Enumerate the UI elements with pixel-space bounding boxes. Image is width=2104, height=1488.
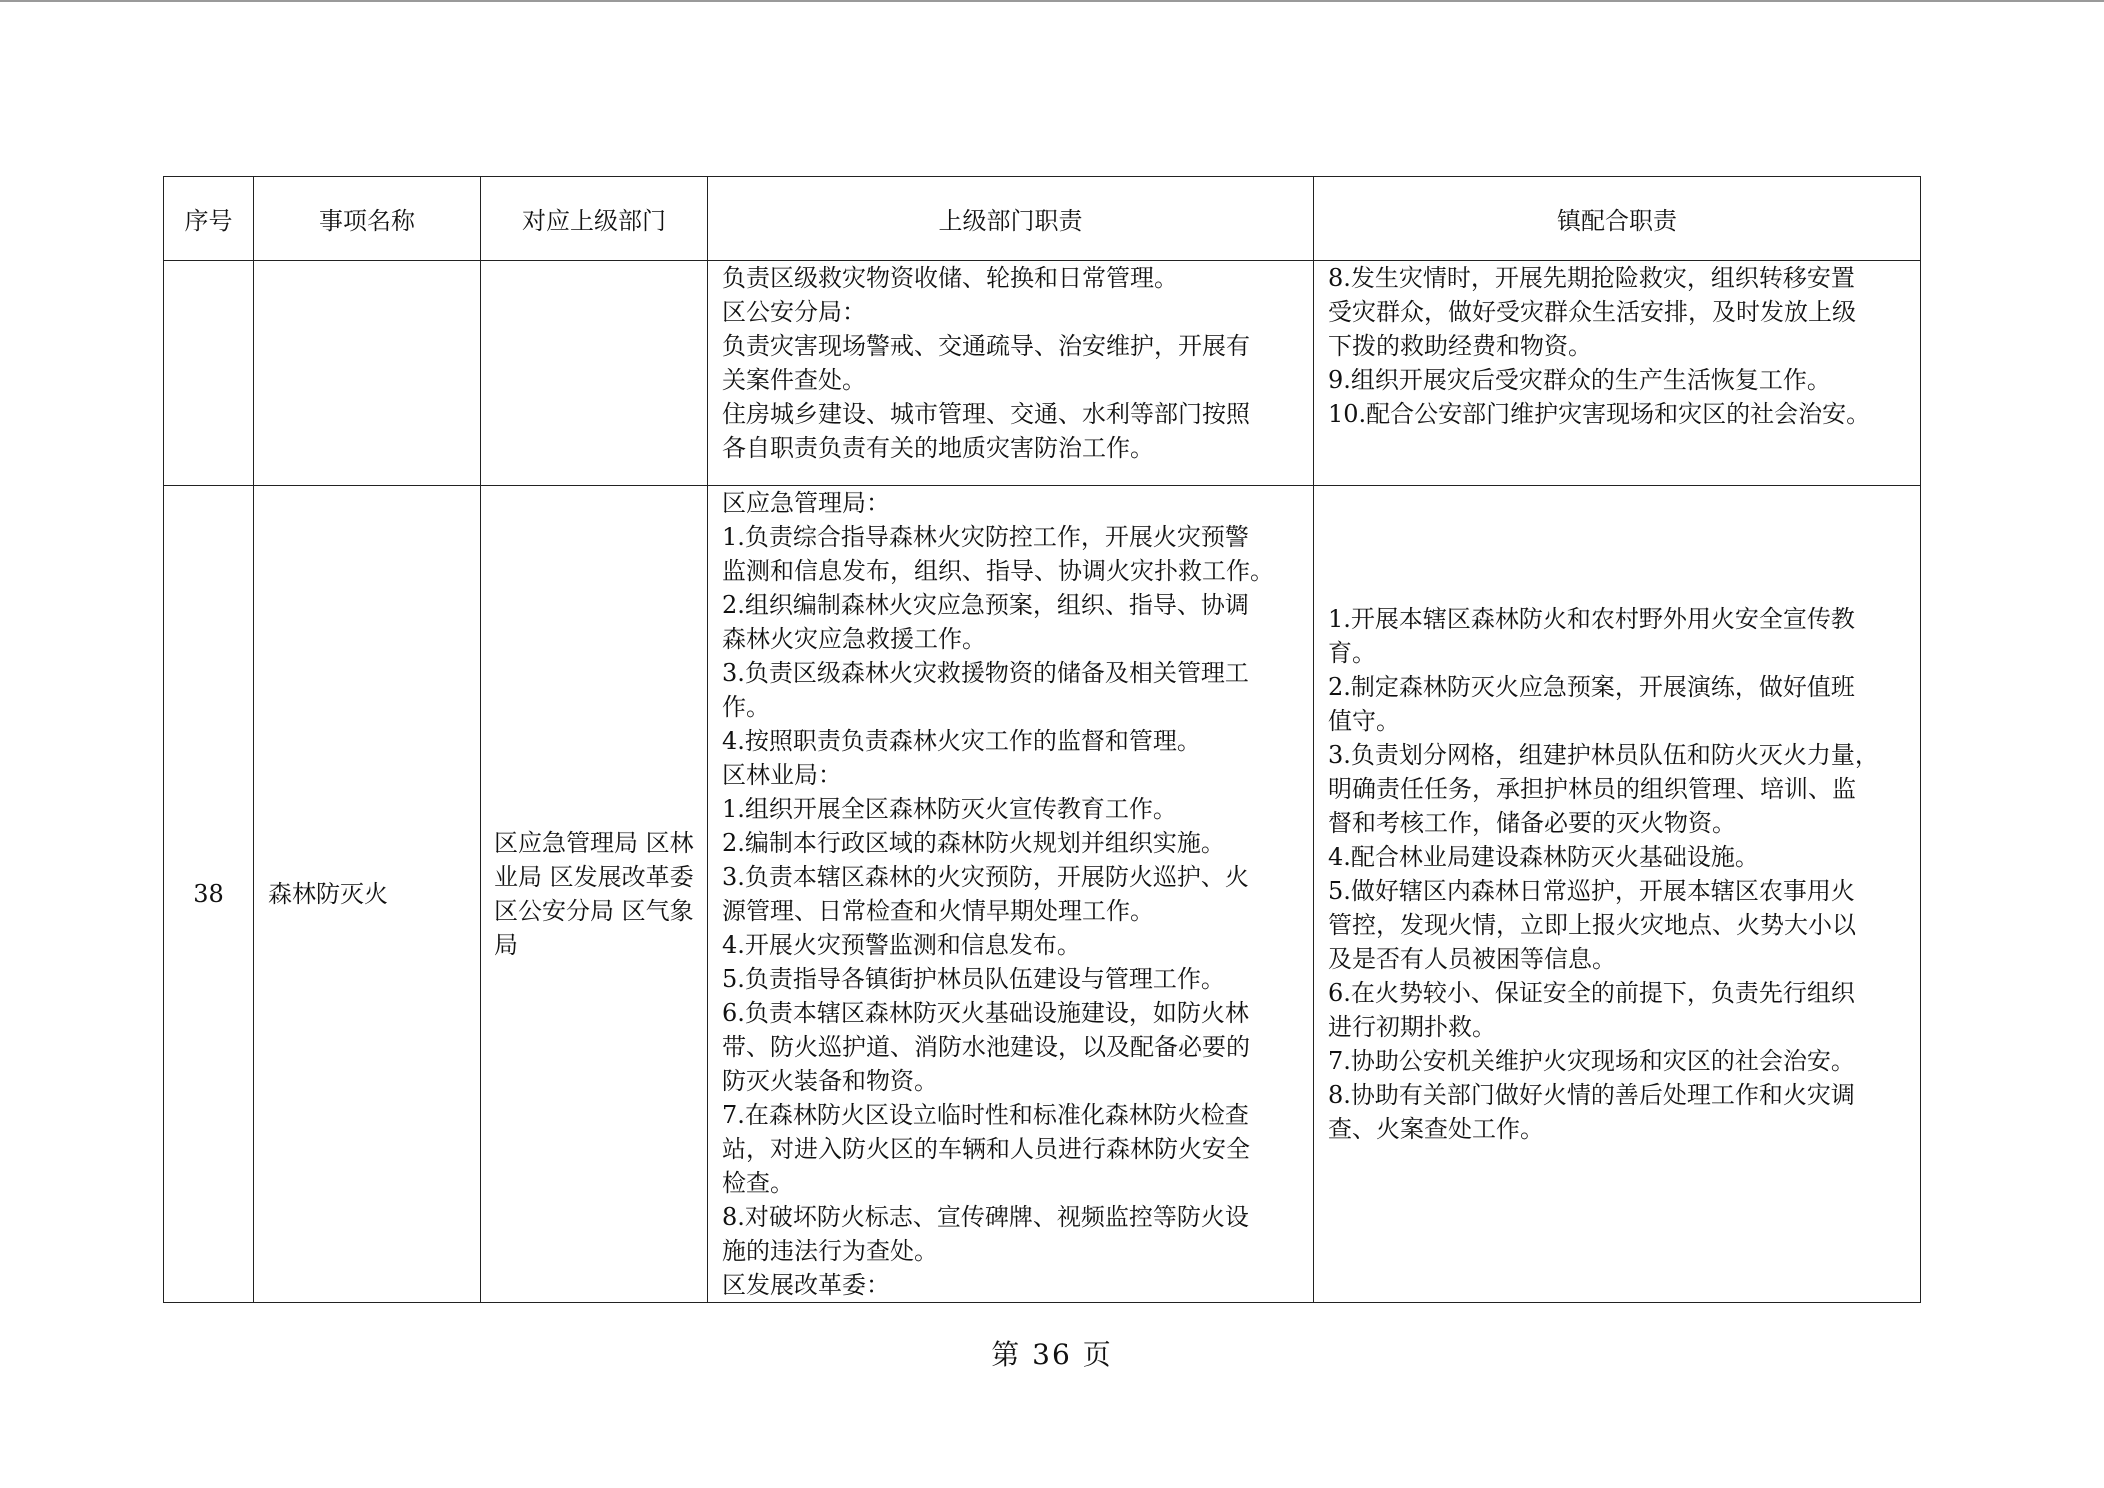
duty-line: 作。 xyxy=(722,693,770,721)
duty-line: 1.开展本辖区森林防火和农村野外用火安全宣传教 xyxy=(1328,605,1855,633)
table-row-continued xyxy=(164,261,1921,486)
duty-line: 及是否有人员被困等信息。 xyxy=(1328,945,1616,973)
header-upper-department: 对应上级部门 xyxy=(481,177,708,261)
duty-line: 监测和信息发布，组织、指导、协调火灾扑救工作。 xyxy=(722,557,1274,585)
cell-town-duties xyxy=(1314,486,1921,1303)
duty-line: 负责区级救灾物资收储、轮换和日常管理。 xyxy=(722,264,1178,292)
duty-line: 进行初期扑救。 xyxy=(1328,1013,1496,1041)
duty-line: 区应急管理局： xyxy=(722,489,890,517)
duty-line: 6.在火势较小、保证安全的前提下，负责先行组织 xyxy=(1328,979,1855,1007)
duty-line: 值守。 xyxy=(1328,707,1400,735)
duty-line: 5.负责指导各镇街护林员队伍建设与管理工作。 xyxy=(722,965,1225,993)
duty-line: 7.协助公安机关维护火灾现场和灾区的社会治安。 xyxy=(1328,1047,1855,1075)
header-row xyxy=(164,177,1921,261)
duty-line: 区林业局： xyxy=(722,761,842,789)
duty-line: 明确责任任务，承担护林员的组织管理、培训、监 xyxy=(1328,775,1856,803)
duty-line: 施的违法行为查处。 xyxy=(722,1237,938,1265)
duty-line: 督和考核工作，储备必要的灭火物资。 xyxy=(1328,809,1736,837)
duty-line: 1.组织开展全区森林防灭火宣传教育工作。 xyxy=(722,795,1177,823)
cell-index xyxy=(164,261,254,486)
duty-line: 2.编制本行政区域的森林防火规划并组织实施。 xyxy=(722,829,1225,857)
duty-line: 下拨的救助经费和物资。 xyxy=(1328,332,1592,360)
header-index: 序号 xyxy=(164,177,254,261)
duty-line: 区公安分局： xyxy=(722,298,866,326)
duty-line: 住房城乡建设、城市管理、交通、水利等部门按照 xyxy=(722,400,1250,428)
page-top-border xyxy=(0,0,2104,2)
cell-upper-duties xyxy=(708,261,1314,486)
duty-line: 关案件查处。 xyxy=(722,366,866,394)
cell-town-duties xyxy=(1314,261,1921,486)
duty-line: 4.按照职责负责森林火灾工作的监督和管理。 xyxy=(722,727,1201,755)
header-upper-duties: 上级部门职责 xyxy=(708,177,1314,261)
duty-line: 6.负责本辖区森林防灭火基础设施建设，如防火林 xyxy=(722,999,1249,1027)
duty-line: 受灾群众，做好受灾群众生活安排，及时发放上级 xyxy=(1328,298,1856,326)
duty-line: 防灭火装备和物资。 xyxy=(722,1067,938,1095)
duty-line: 森林火灾应急救援工作。 xyxy=(722,625,986,653)
duty-line: 2.制定森林防灭火应急预案，开展演练，做好值班 xyxy=(1328,673,1855,701)
duty-line: 检查。 xyxy=(722,1169,794,1197)
duty-line: 8.协助有关部门做好火情的善后处理工作和火灾调 xyxy=(1328,1081,1855,1109)
duty-line: 2.组织编制森林火灾应急预案，组织、指导、协调 xyxy=(722,591,1249,619)
duty-line: 育。 xyxy=(1328,639,1376,667)
cell-index: 38 xyxy=(164,486,254,1303)
cell-item-name: 森林防灭火 xyxy=(254,486,481,1303)
duty-line: 各自职责负责有关的地质灾害防治工作。 xyxy=(722,434,1154,462)
duty-line: 7.在森林防火区设立临时性和标准化森林防火检查 xyxy=(722,1101,1249,1129)
cell-item-name xyxy=(254,261,481,486)
duty-line: 区发展改革委： xyxy=(722,1271,890,1299)
duty-line: 站，对进入防火区的车辆和人员进行森林防火安全 xyxy=(722,1135,1250,1163)
page-number: 第 36 页 xyxy=(991,1338,1113,1371)
duty-line: 8.发生灾情时，开展先期抢险救灾，组织转移安置 xyxy=(1328,264,1855,292)
duty-line: 9.组织开展灾后受灾群众的生产生活恢复工作。 xyxy=(1328,366,1831,394)
cell-departments xyxy=(481,261,708,486)
duty-line: 10.配合公安部门维护灾害现场和灾区的社会治安。 xyxy=(1328,400,1871,428)
header-item-name: 事项名称 xyxy=(254,177,481,261)
duty-line: 3.负责区级森林火灾救援物资的储备及相关管理工 xyxy=(722,659,1249,687)
duty-line: 负责灾害现场警戒、交通疏导、治安维护，开展有 xyxy=(722,332,1250,360)
town-duties-lines xyxy=(1328,261,1906,431)
duty-table xyxy=(163,176,1921,1303)
cell-upper-duties xyxy=(708,486,1314,1303)
duty-line: 4.开展火灾预警监测和信息发布。 xyxy=(722,931,1081,959)
header-town-duties: 镇配合职责 xyxy=(1314,177,1921,261)
upper-duties-lines xyxy=(722,261,1299,465)
duty-line: 3.负责划分网格，组建护林员队伍和防火灭火力量， xyxy=(1328,741,1879,769)
table-row-38 xyxy=(164,486,1921,1303)
duty-line: 管控，发现火情，立即上报火灾地点、火势大小以 xyxy=(1328,911,1856,939)
duty-line: 带、防火巡护道、消防水池建设，以及配备必要的 xyxy=(722,1033,1250,1061)
cell-departments: 区应急管理局 区林业局 区发展改革委 区公安分局 区气象局 xyxy=(481,486,708,1303)
duty-line: 查、火案查处工作。 xyxy=(1328,1115,1544,1143)
duty-line: 1.负责综合指导森林火灾防控工作，开展火灾预警 xyxy=(722,523,1249,551)
town-duties-lines xyxy=(1328,602,1906,1146)
duty-line: 源管理、日常检查和火情早期处理工作。 xyxy=(722,897,1154,925)
duty-line: 8.对破坏防火标志、宣传碑牌、视频监控等防火设 xyxy=(722,1203,1249,1231)
duty-line: 3.负责本辖区森林的火灾预防，开展防火巡护、火 xyxy=(722,863,1249,891)
duty-line: 4.配合林业局建设森林防灭火基础设施。 xyxy=(1328,843,1759,871)
upper-duties-lines xyxy=(722,486,1299,1302)
duty-line: 5.做好辖区内森林日常巡护，开展本辖区农事用火 xyxy=(1328,877,1855,905)
